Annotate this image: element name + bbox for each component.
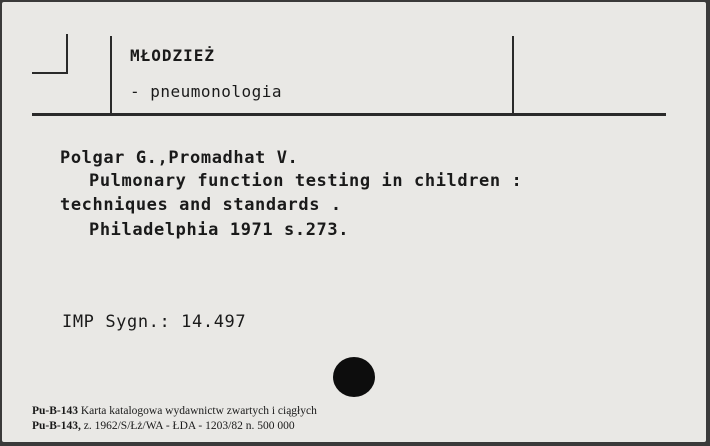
footer-code-2: Pu-B-143, xyxy=(32,420,81,432)
subject-heading: MŁODZIEŻ xyxy=(130,46,216,65)
footer-line-2 xyxy=(32,420,295,432)
footer-code-1: Pu-B-143 xyxy=(32,405,78,417)
corner-mark xyxy=(32,34,68,74)
footer-line-1 xyxy=(32,405,317,417)
title-line-2: techniques and standards . xyxy=(60,195,342,215)
call-number: IMP Sygn.: 14.497 xyxy=(62,312,247,332)
header-rule xyxy=(32,113,666,116)
subject-subheading: - pneumonologia xyxy=(130,82,282,101)
authors: Polgar G.,Promadhat V. xyxy=(60,148,299,168)
imprint: Philadelphia 1971 s.273. xyxy=(89,220,350,240)
header-right-divider xyxy=(512,36,514,114)
footer-text-1: Karta katalogowa wydawnictw zwartych i ciągłych xyxy=(80,405,317,417)
footer-text-2: z. 1962/S/Łż/WA - ŁDA - 1203/82 n. 500 000 xyxy=(83,420,295,432)
title-line-1: Pulmonary function testing in children : xyxy=(89,171,523,191)
catalog-card xyxy=(2,2,706,442)
header-left-divider xyxy=(110,36,112,114)
punch-hole xyxy=(333,357,375,397)
